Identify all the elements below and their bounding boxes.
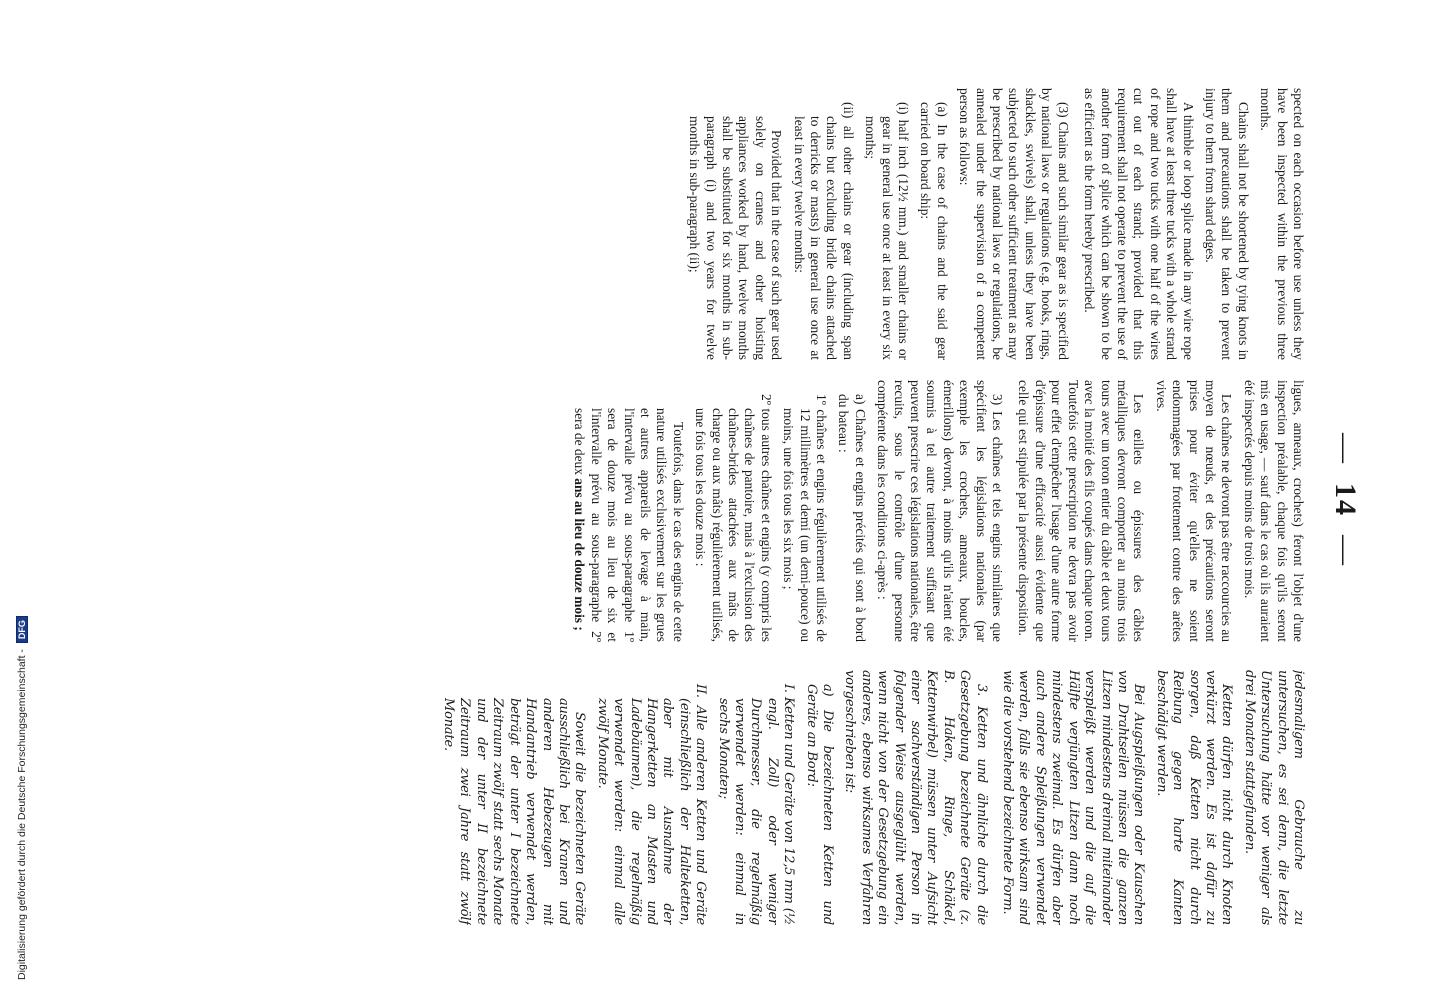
digitization-footer xyxy=(0,0,28,1000)
page-number-dash-left: — xyxy=(1329,433,1362,465)
digitization-footer-text xyxy=(16,616,28,980)
page-number-dash-right: — xyxy=(1329,535,1362,567)
german-column xyxy=(166,670,1306,925)
french-paragraph-3: Les œillets ou épissures des câbles métalliques devront comporter au moins trois tours avec un toron entier du câble et deux tours avec la moitié des fils coupés dans chaque toron. Toutefois cette prescription ne devra pas avoir pour effet d'empêcher l'usage d'une autre forme d'épissure d'une efficacité aussi évidente que celle qui est stipulée par la présente disposition. xyxy=(1016,380,1147,642)
german-proviso: Soweit die bezeichneten Geräte ausschließlich bei Kranen und anderen Hebezeugen mit Handantrieb verwendet werden, beträgt der unter I bezeichnete Zeitraum zwölf statt sechs Monate und der unter II bezeichnete Zeitraum zwei Jahre statt zwölf Monate. xyxy=(441,698,588,925)
german-paragraph-2: Ketten dürfen nicht durch Knoten verkürzt werden. Es ist dafür zu sorgen, daß Ketten nicht durch Reibung gegen harte Kanten beschädigt werden. xyxy=(1153,670,1235,925)
french-item-2: 2º tous autres chaînes et engins (y compris les chaînes de pantoire, mais à l'exclusion des chaînes-brides attachées aux mâts de charge ou aux mâts) régulièrement utilisés, une fois tous les douze mois : xyxy=(693,394,774,642)
dfg-logo-icon: DFG xyxy=(16,616,28,643)
german-paragraph-4: 3. Ketten und ähnliche durch die Gesetzgebung bezeichnete Geräte (z. B. Haken, Ringe, Schäkel, Kettenwirbel) müssen unter Aufsicht einer sachverständigen Person in folgender Weise ausgeglüht werden, wenn nicht von der Gesetzgebung ein anderes, ebenso wirksames Verfahren vorgeschrieben ist: xyxy=(842,670,989,925)
english-paragraph-2: Chains shall not be shortened by tying knots in them and precautions shall be taken to prevent injury to them from shard edges. xyxy=(1202,88,1251,360)
french-paragraph-4: 3) Les chaînes et tels engins similaires que spécifient les législations nationales (par exemple les crochets, anneaux, boucles, émerillons) devront, à moins qu'ils n'aient été soumis à tel autre traitement suffisant que peuvent prescrire ces législations nationales, être recuits, sous le contrôle d'une personne compétente dans les conditions ci-après : xyxy=(875,380,1006,642)
english-paragraph-3: A thimble or loop splice made in any wire rope shall have at least three tucks with a whole strand of rope and two tucks with one half of the wires cut out of each strand; provided that this requirement shall not operate to prevent the use of another form of splice which can be shown to be as efficient as the form hereby prescribed. xyxy=(1082,88,1196,360)
page-number-value: 14 xyxy=(1329,483,1362,517)
page-number xyxy=(1328,380,1362,620)
french-paragraph-2: Les chaînes ne devront pas être raccourcies au moyen de nœuds, et des précautions seront prises pour éviter qu'elles ne soient endommagées par frottement contre des arêtes vives. xyxy=(1153,380,1235,642)
english-subsection-a: (a) In the case of chains and the said gear carried on board ship: xyxy=(918,102,950,360)
english-column xyxy=(166,88,1306,360)
french-proviso-bold: ans au lieu de douze mois ; xyxy=(572,478,588,631)
french-subsection-a: a) Chaînes et engins précités qui sont à bord du bateau : xyxy=(836,394,868,642)
german-item-II: II. Alle anderen Ketten und Geräte (einschließlich der Halteketten, aber mit Ausnahme der Hangerketten an Masten und Ladebäumen), die regelmäßig verwendet werden: einmal alle zwölf Monate. xyxy=(594,684,709,925)
digitization-note: Digitalisierung gefördert durch die Deutsche Forschungsgemeinschaft - xyxy=(16,649,28,980)
french-item-1: 1º chaînes et engins régulièrement utilisés de 12 millimètres et demi (un demi-pouce) ou moins, une fois tous les six mois ; xyxy=(781,394,830,642)
french-proviso xyxy=(571,408,686,642)
german-item-I: I. Ketten und Geräte von 12,5 mm (½ engl. Zoll) oder weniger Durchmesser, die regelmäßig verwendet werden: einmal in sechs Monaten; xyxy=(715,684,797,925)
english-item-i: (i) half inch (12½ mm.) and smaller chains or gear in general use once at least in every six months; xyxy=(863,102,912,360)
french-proviso-text: Toutefois, dans le cas des engins de cette nature utilisés exclusivement sur les grues et autres appareils de levage à main, l'intervalle prévu au sous-paragraphe 1º sera de douze mois au lieu de six et l'intervalle prévu au sous-paragraphe 2º sera de deux xyxy=(572,408,686,642)
german-subsection-a: a) Die bezeichneten Ketten und Geräte an Bord: xyxy=(803,684,836,925)
english-item-ii: (ii) all other chains or gear (including span chains but excluding bridle chains attached to derricks or masts) in general use once at least in every twelve months: xyxy=(791,102,856,360)
german-paragraph-1: jedesmaligem Gebrauche zu untersuchen, es sei denn, die letzte Untersuchung hätte vor weniger als drei Monaten stattgefunden. xyxy=(1241,670,1306,925)
english-paragraph-1: spected on each occasion before use unless they have been inspected within the previous three months. xyxy=(1258,88,1306,360)
english-paragraph-4: (3) Chains and such similar gear as is specified by national laws or regulations (e.g. hooks, rings, shackles, swivels) shall, unless they have been subjected to such other sufficient treatment as may be prescribed by national laws or regulations, be annealed under the supervision of a competent person as follows: xyxy=(957,88,1071,360)
french-paragraph-1: ligues, anneaux, crochets) feront l'objet d'une inspection préalable, chaque fois qu'ils seront mis en usage, — sauf dans le cas où ils auraient été inspectés depuis moins de trois mois. xyxy=(1241,380,1306,642)
french-column xyxy=(166,380,1306,642)
english-proviso: Provided that in the case of such gear used solely on cranes and other hoisting appliances worked by hand, twelve months shall be substituted for six months in sub-paragraph (i) and two years for twelve months in sub-paragraph (ii); xyxy=(687,116,785,360)
german-paragraph-3: Bei Augspleißungen oder Kauschen von Drahtseilen müssen die ganzen Litzen mindestens dreimal miteinander verspleißt werden und die auf die Hälfte verjüngten Litzen dann noch mindestens zweimal. Es dürfen aber auch andere Spleißungen verwendet werden, falls sie ebenso wirksam sind wie die vorstehend bezeichnete Form. xyxy=(1000,670,1147,925)
